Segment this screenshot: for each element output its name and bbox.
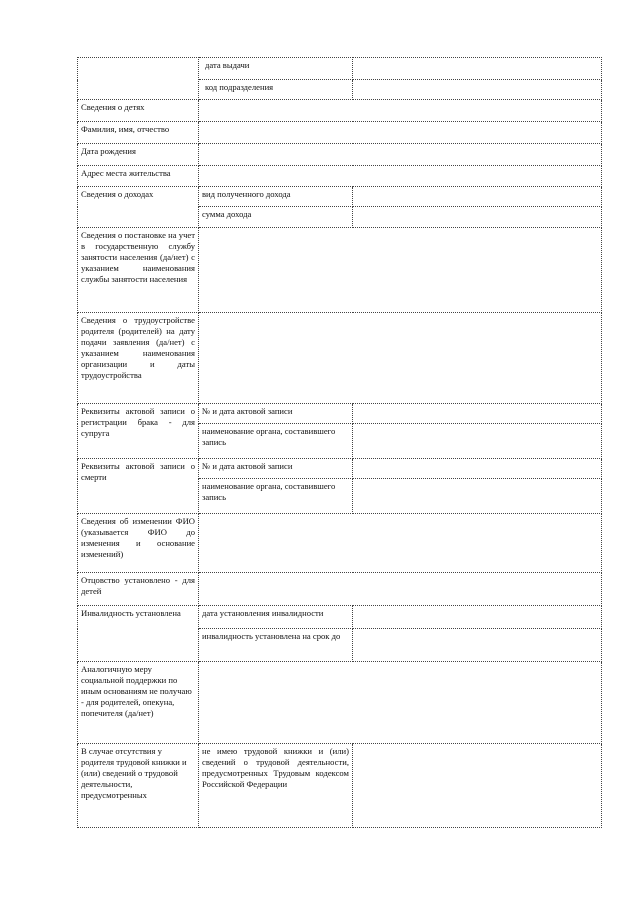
issue-date-value[interactable] [353, 58, 602, 80]
table-row [78, 514, 602, 573]
full-name-label: Фамилия, имя, отчество [78, 122, 199, 144]
table-row [78, 228, 602, 313]
income-amount-value[interactable] [353, 207, 602, 228]
income-amount-label: сумма дохода [199, 207, 353, 228]
no-work-book-detail: не имею трудовой книжки и (или) сведений о трудовой деятельности, предусмотренных Трудовым кодексом Российской Федерации [199, 744, 353, 828]
paternity-label: Отцовство установлено - для детей [78, 573, 199, 606]
disability-term-label: инвалидность установлена на срок до [199, 629, 353, 662]
full-name-value[interactable] [199, 122, 602, 144]
name-change-value[interactable] [199, 514, 602, 573]
table-row [78, 744, 602, 828]
application-form-table [77, 57, 602, 828]
birth-date-value[interactable] [199, 144, 602, 166]
table-row [78, 313, 602, 404]
table-row [78, 122, 602, 144]
table-row [78, 606, 602, 629]
table-row [78, 144, 602, 166]
table-row [78, 100, 602, 122]
disability-date-value[interactable] [353, 606, 602, 629]
children-info-label: Сведения о детях [78, 100, 199, 122]
table-row [78, 459, 602, 479]
disability-date-label: дата установления инвалидности [199, 606, 353, 629]
record-no-date-label: № и дата актовой записи [199, 404, 353, 424]
organ-name-value[interactable] [353, 424, 602, 459]
residence-address-label: Адрес места жительства [78, 166, 199, 187]
similar-support-label: Аналогичную меру социальной поддержки по иным основаниям не получаю - для родителей, опекуна, попечителя (да/нет) [78, 662, 199, 744]
paternity-value[interactable] [199, 573, 602, 606]
death-record-label: Реквизиты актовой записи о смерти [78, 459, 199, 514]
income-type-label: вид полученного дохода [199, 187, 353, 207]
record-no-date-label: № и дата актовой записи [199, 459, 353, 479]
parent-employment-label: Сведения о трудоустройстве родителя (родителей) на дату подачи заявления (да/нет) с указанием наименования организации и даты трудоустройства [78, 313, 199, 404]
marriage-record-label: Реквизиты актовой записи о регистрации брака - для супруга [78, 404, 199, 459]
organ-name-value[interactable] [353, 479, 602, 514]
employment-service-label: Сведения о постановке на учет в государственную службу занятости населения (да/нет) с указанием наименования службы занятости населения [78, 228, 199, 313]
record-no-date-value[interactable] [353, 459, 602, 479]
children-info-value[interactable] [199, 100, 602, 122]
organ-name-label: наименование органа, составившего запись [199, 479, 353, 514]
parent-employment-value[interactable] [199, 313, 602, 404]
residence-address-value[interactable] [199, 166, 602, 187]
birth-date-label: Дата рождения [78, 144, 199, 166]
no-work-book-value[interactable] [353, 744, 602, 828]
employment-service-value[interactable] [199, 228, 602, 313]
name-change-label: Сведения об изменении ФИО (указывается ФИО до изменения и основание изменений) [78, 514, 199, 573]
dept-code-label: код подразделения [199, 80, 353, 100]
form-cell-empty [78, 58, 199, 100]
table-row [78, 58, 602, 80]
record-no-date-value[interactable] [353, 404, 602, 424]
table-row [78, 662, 602, 744]
no-work-book-label: В случае отсутствия у родителя трудовой книжки и (или) сведений о трудовой деятельности, предусмотренных [78, 744, 199, 828]
disability-label: Инвалидность установлена [78, 606, 199, 662]
disability-term-value[interactable] [353, 629, 602, 662]
organ-name-label: наименование органа, составившего запись [199, 424, 353, 459]
similar-support-value[interactable] [199, 662, 602, 744]
table-row [78, 573, 602, 606]
income-type-value[interactable] [353, 187, 602, 207]
table-row [78, 404, 602, 424]
income-info-label: Сведения о доходах [78, 187, 199, 228]
dept-code-value[interactable] [353, 80, 602, 100]
issue-date-label: дата выдачи [199, 58, 353, 80]
table-row [78, 187, 602, 207]
table-row [78, 166, 602, 187]
